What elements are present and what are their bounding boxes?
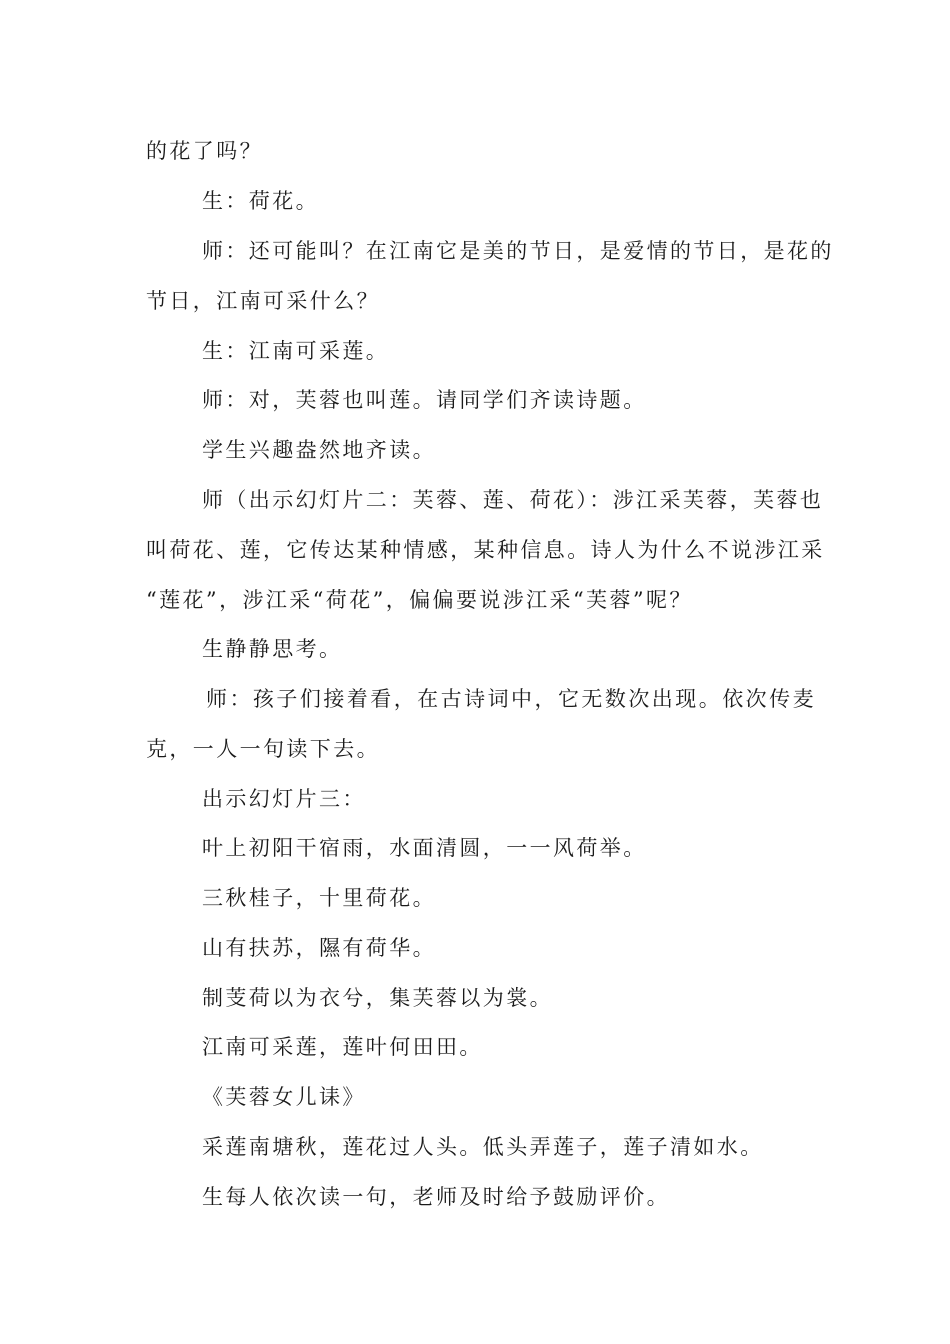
text-line-1: 的花了吗？ bbox=[146, 139, 263, 163]
text-line-6: 师：对，芙蓉也叫莲。请同学们齐读诗题。 bbox=[202, 388, 647, 412]
text-line-16: 三秋桂子，十里荷花。 bbox=[202, 886, 436, 910]
text-line-15: 叶上初阳干宿雨，水面清圆，一一风荷举。 bbox=[202, 836, 647, 860]
text-line-22: 生每人依次读一句，老师及时给予鼓励评价。 bbox=[202, 1185, 670, 1209]
text-line-21: 采莲南塘秋，莲花过人头。低头弄莲子，莲子清如水。 bbox=[202, 1135, 764, 1159]
text-line-18: 制芰荷以为衣兮，集芙蓉以为裳。 bbox=[202, 986, 553, 1010]
text-line-20: 《芙蓉女儿诔》 bbox=[202, 1085, 366, 1109]
text-line-11: 生静静思考。 bbox=[202, 637, 343, 661]
text-line-14: 出示幻灯片三： bbox=[202, 787, 366, 811]
text-line-8: 师（出示幻灯片二：芙蓉、莲、荷花）：涉江采芙蓉，芙蓉也 bbox=[202, 488, 824, 512]
text-line-17: 山有扶苏，隰有荷华。 bbox=[202, 936, 436, 960]
text-line-4: 节日，江南可采什么？ bbox=[146, 289, 380, 313]
text-line-13: 克，一人一句读下去。 bbox=[146, 737, 380, 761]
text-line-19: 江南可采莲，莲叶何田田。 bbox=[202, 1035, 483, 1059]
text-line-12: 师：孩子们接着看，在古诗词中，它无数次出现。依次传麦 bbox=[206, 687, 816, 711]
text-line-9: 叫荷花、莲，它传达某种情感，某种信息。诗人为什么不说涉江采 bbox=[146, 538, 825, 562]
text-line-10: “莲花”，涉江采“荷花”，偏偏要说涉江采“芙蓉”呢？ bbox=[146, 588, 693, 612]
text-line-3: 师：还可能叫？在江南它是美的节日，是爱情的节日，是花的 bbox=[202, 239, 834, 263]
text-line-7: 学生兴趣盎然地齐读。 bbox=[202, 438, 436, 462]
text-line-5: 生：江南可采莲。 bbox=[202, 339, 390, 363]
text-line-2: 生：荷花。 bbox=[202, 189, 319, 213]
